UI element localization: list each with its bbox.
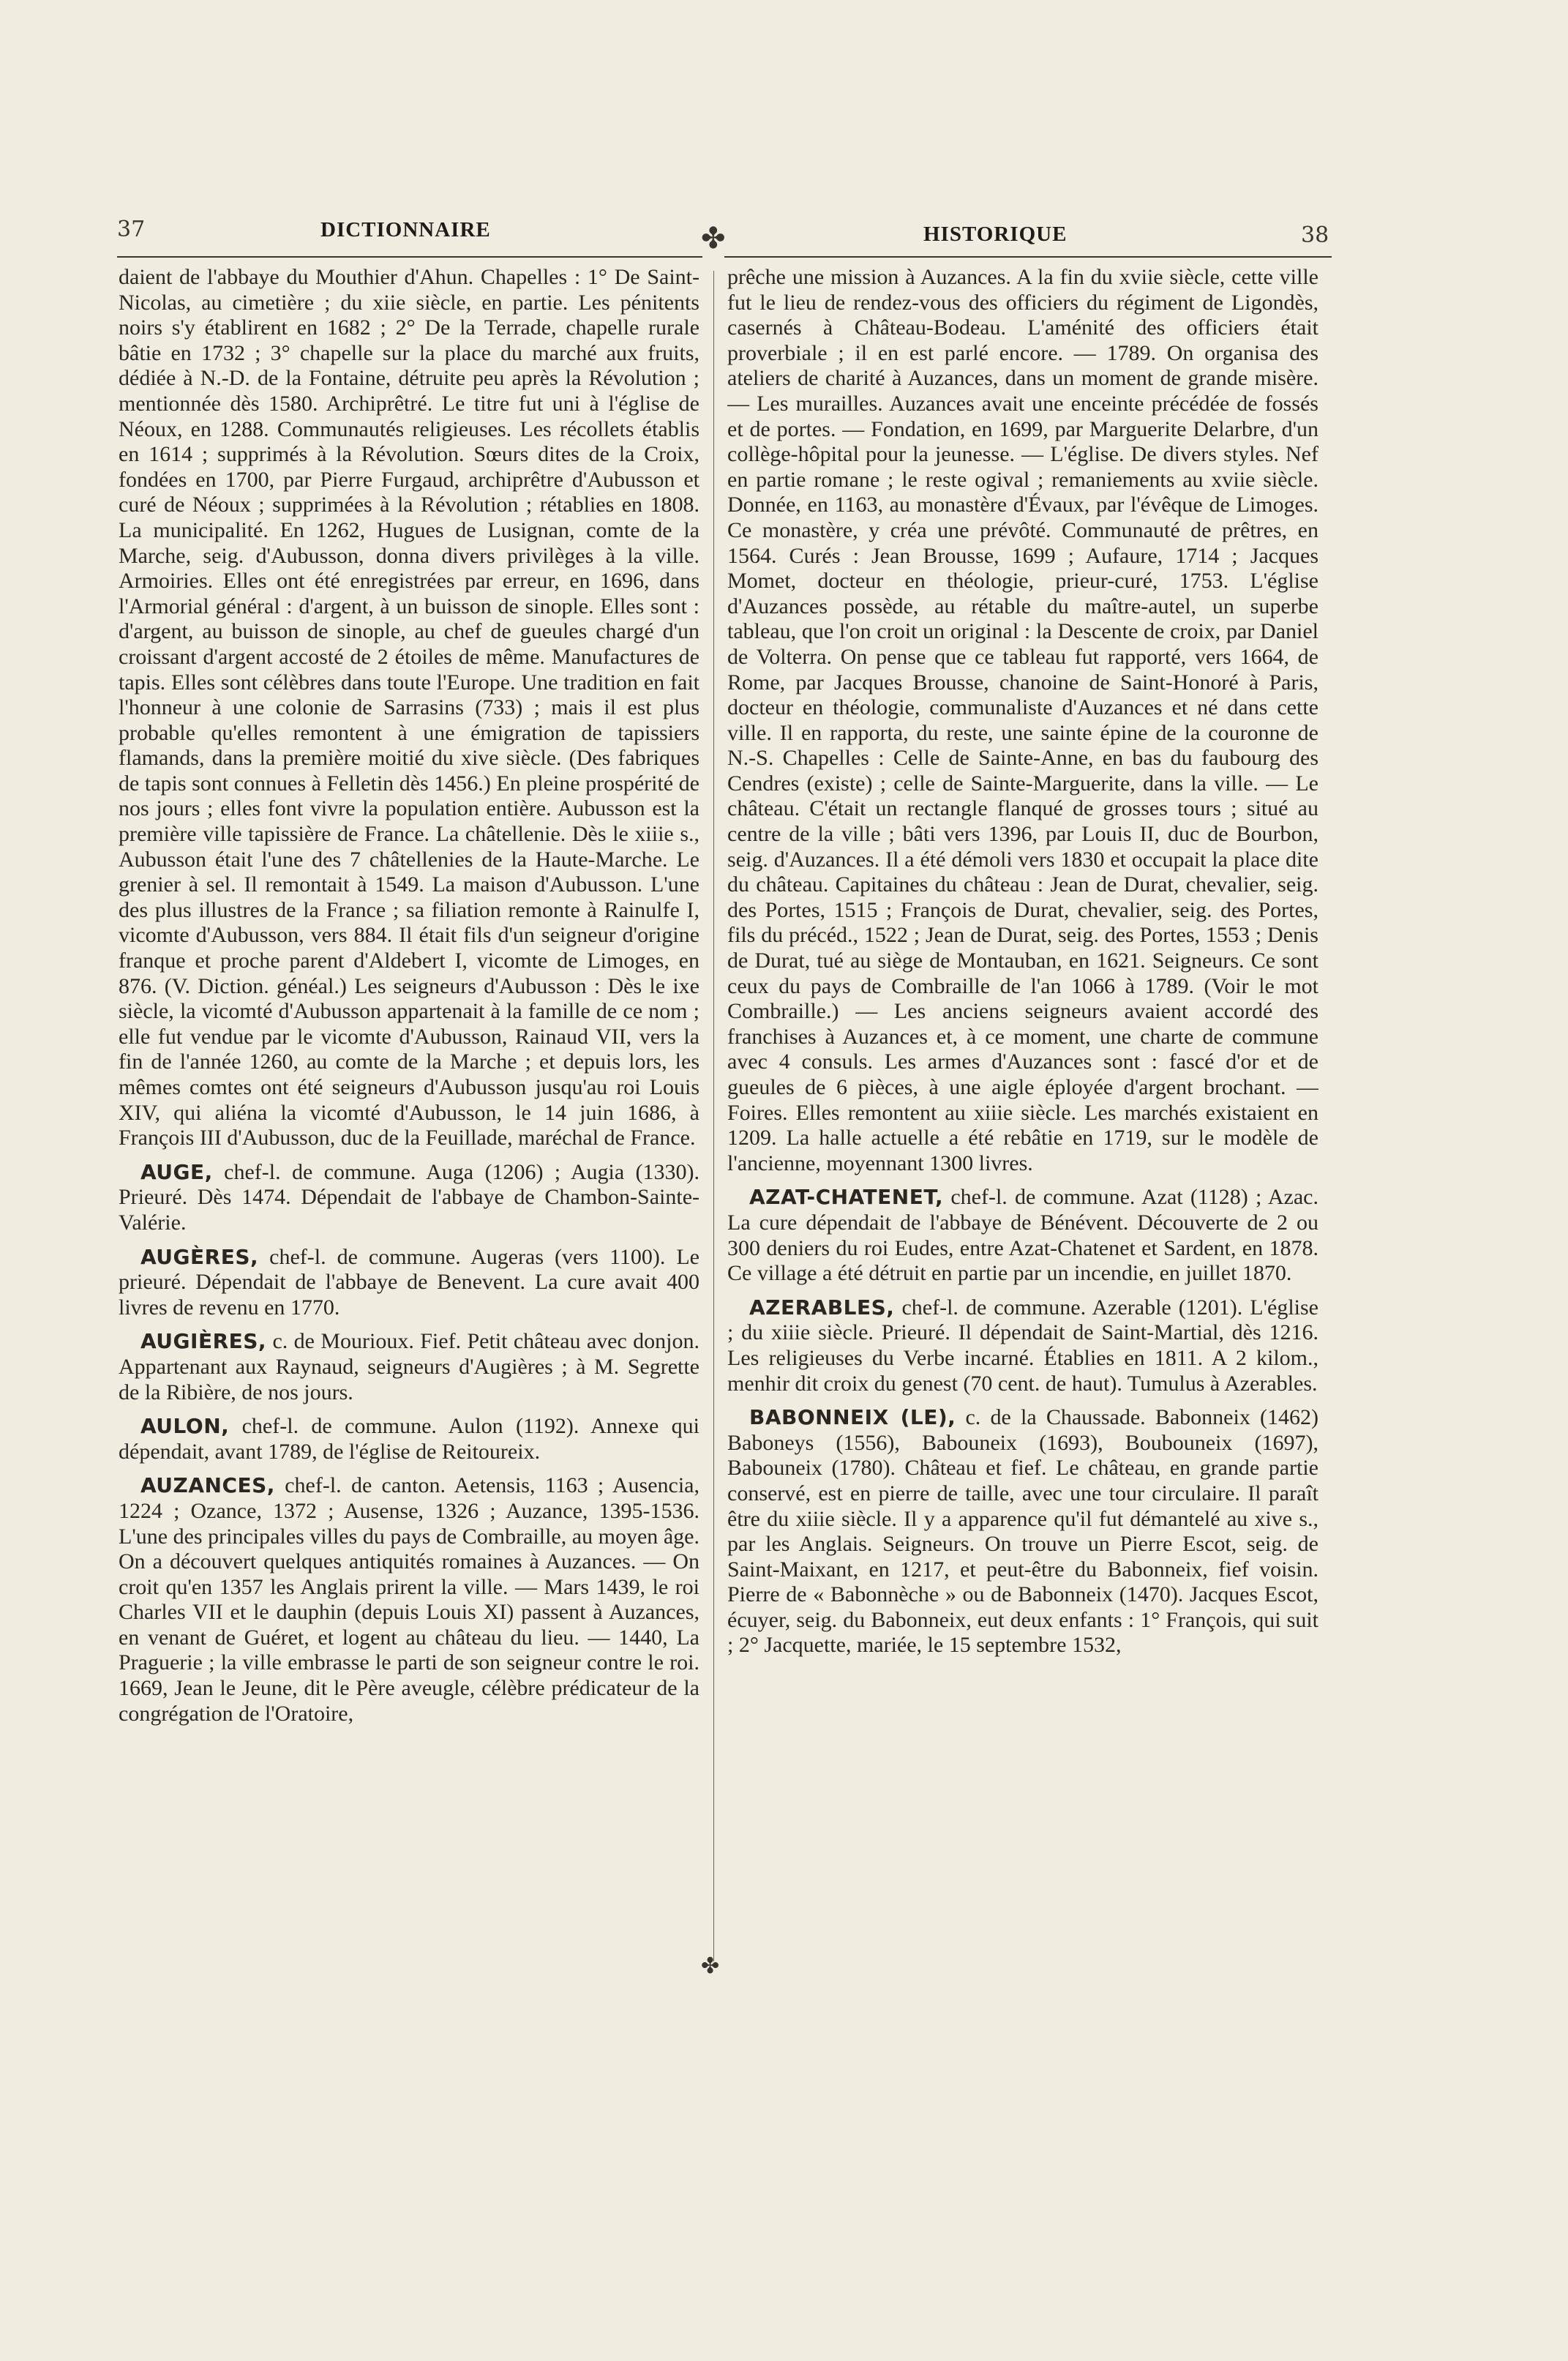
headword: AULON, <box>140 1414 230 1439</box>
column-divider <box>713 271 714 1961</box>
entry-text: chef-l. de commune. Augeras (vers 1100). Le prieuré. Dépendait de l'abbaye de Benevent. La cure avait 400 livres de revenu en 1770. <box>119 1244 699 1320</box>
headword: AUGE, <box>140 1159 213 1184</box>
auzances-continuation <box>727 265 1318 1176</box>
aubusson-continuation <box>119 265 699 1151</box>
right-page-number: 38 <box>1301 222 1329 248</box>
entry-text: chef-l. de commune. Auga (1206) ; Augia (1330). Prieuré. Dès 1474. Dépendait de l'abbaye de Chambon-Sainte-Valérie. <box>119 1159 699 1235</box>
right-running-title: HISTORIQUE <box>923 222 1068 246</box>
left-running-title: DICTIONNAIRE <box>320 218 491 242</box>
headword: AUGÈRES, <box>140 1244 259 1269</box>
entry-text: c. de Mourioux. Fief. Petit château avec donjon. Appartenant aux Raynaud, seigneurs d'Augières ; à M. Segrette de la Ribière, de nos jours. <box>119 1329 699 1404</box>
entry-text: chef-l. de commune. Azerable (1201). L'église ; du xiiie siècle. Prieuré. Il dépendait de Saint-Martial, dès 1216. Les religieuses du Verbe incarné. Établies en 1811. A 2 kilom., menhir dit croix du genest (70 cent. de haut). Tumulus à Azerables. <box>727 1295 1318 1396</box>
entry-text: prêche une mission à Auzances. A la fin du xviie siècle, cette ville fut le lieu de rendez-vous des officiers du régiment de Ligondès, casernés à Château-Bodeau. L'aménité des officiers était proverbiale ; il en est parlé encore. — 1789. On organisa des ateliers de charité à Auzances, dans un moment de grande misère. — Les murailles. Auzances avait une enceinte précédée de fossés et de portes. — Fondation, en 1699, par Marguerite Delarbre, d'un collège-hôpital pour la jeunesse. — L'église. De divers styles. Nef en partie romane ; le reste ogival ; remaniements au xviie siècle. Donnée, en 1163, au monastère d'Évaux, par l'évêque de Limoges. Ce monastère, y créa une prévôté. Communauté de prêtres, en 1564. Curés : Jean Brousse, 1699 ; Aufaure, 1714 ; Jacques Momet, docteur en théologie, prieur-curé, 1753. L'église d'Auzances possède, au rétable du maître-autel, un superbe tableau, que l'on croit un original : la Descente de croix, par Daniel de Volterra. On pense que ce tableau fut rapporté, vers 1664, de Rome, par Jacques Brousse, chanoine de Saint-Honoré à Paris, docteur en théologie, communaliste d'Auzances et né dans cette ville. Il en rapporta, du reste, une sainte épine de la couronne de N.-S. Chapelles : Celle de Sainte-Anne, en bas du faubourg des Cendres (existe) ; celle de Sainte-Marguerite, dans la ville. — Le château. C'était un rectangle flanqué de grosses tours ; situé au centre de la ville ; bâti vers 1396, par Louis II, duc de Bourbon, seig. d'Auzances. Il a été démoli vers 1830 et occupait la place dite du château. Capitaines du château : Jean de Durat, chevalier, seig. des Portes, 1515 ; François de Durat, chevalier, seig. des Portes, fils du précéd., 1522 ; Jean de Durat, seig. des Portes, 1553 ; Denis de Durat, tué au siège de Montauban, en 1621. Seigneurs. Ce sont ceux du pays de Combraille de l'an 1066 à 1789. (Voir le mot Combraille.) — Les anciens seigneurs avaient accordé des franchises à Auzances et, à ce moment, une charte de commune avec 4 consuls. Les armes d'Auzances sont : fascé d'or et de gueules de 6 pièces, à une aigle éployée d'argent brochant. — Foires. Elles remontent au xiiie siècle. Les marchés existaient en 1209. La halle actuelle a été rebâtie en 1719, sur le modèle de l'ancienne, moyennant 1300 livres. <box>727 265 1318 1175</box>
entry-text: chef-l. de commune. Aulon (1192). Annexe qui dépendait, avant 1789, de l'église de Reitoureix. <box>119 1414 699 1464</box>
entry-text: chef-l. de canton. Aetensis, 1163 ; Ausencia, 1224 ; Ozance, 1372 ; Ausense, 1326 ; Auzance, 1395-1536. L'une des principales villes du pays de Combraille, au moyen âge. On a découvert quelques antiquités romaines à Auzances. — On croit qu'en 1357 les Anglais prirent la ville. — Mars 1439, le roi Charles VII et le dauphin (depuis Louis XI) passent à Auzances, en venant de Guéret, et logent au château du lieu. — 1440, La Praguerie ; la ville embrasse le parti de son seigneur contre le roi. 1669, Jean le Jeune, dit le Père aveugle, célèbre prédicateur de la congrégation de l'Oratoire, <box>119 1473 699 1726</box>
header-fleuron-icon: ✤ <box>701 222 726 255</box>
headword: AUZANCES, <box>140 1473 275 1498</box>
header-rule-left <box>117 256 702 258</box>
right-column <box>727 265 1318 1978</box>
entry-auzances <box>119 1473 699 1726</box>
headword: BABONNEIX (LE), <box>749 1405 956 1430</box>
footer-fleuron-icon: ✤ <box>701 1953 720 1979</box>
entry-azat-chatenet <box>727 1185 1318 1286</box>
entry-text: c. de la Chaussade. Babonneix (1462) Baboneys (1556), Babouneix (1693), Boubouneix (1697), Babouneix (1780). Château et fief. Le château, en grande partie conservé, est en pierre de taille, avec une tour circulaire. Il paraît être du xiiie siècle. Il y a apparence qu'il fut démantelé au xive s., par les Anglais. Seigneurs. On trouve un Pierre Escot, seig. de Saint-Maixant, en 1217, et peut-être du Babonneix, fief voisin. Pierre de « Babonnèche » ou de Babonneix (1470). Jacques Escot, écuyer, seig. du Babonneix, eut deux enfants : 1° François, qui suit ; 2° Jacquette, mariée, le 15 septembre 1532, <box>727 1405 1318 1658</box>
header-rule-right <box>724 256 1332 258</box>
entry-text: daient de l'abbaye du Mouthier d'Ahun. Chapelles : 1° De Saint-Nicolas, au cimetière ; du xiie siècle, en partie. Les pénitents noirs s'y établirent en 1682 ; 2° De la Terrade, chapelle rurale bâtie en 1732 ; 3° chapelle sur la place du marché aux fruits, dédiée à N.-D. de la Fontaine, détruite peu après la Révolution ; mentionnée dès 1580. Archiprêtré. Le titre fut uni à l'église de Néoux, en 1288. Communautés religieuses. Les récollets établis en 1614 ; supprimés à la Révolution. Sœurs dites de la Croix, fondées en 1700, par Pierre Furgaud, archiprêtre d'Aubusson et curé de Néoux ; supprimées à la Révolution ; rétablies en 1808. La municipalité. En 1262, Hugues de Lusignan, comte de la Marche, seig. d'Aubusson, donna divers privilèges à la ville. Armoiries. Elles ont été enregistrées par erreur, en 1696, dans l'Armorial général : d'argent, à un buisson de sinople. Elles sont : d'argent, au buisson de sinople, au chef de gueules chargé d'un croissant d'argent accosté de 2 étoiles de même. Manufactures de tapis. Elles sont célèbres dans toute l'Europe. Une tradition en fait l'honneur à une colonie de Sarrasins (733) ; mais il est plus probable qu'elles remontent à une émigration de tapissiers flamands, dans la première moitié du xive siècle. (Des fabriques de tapis sont connues à Felletin dès 1456.) En pleine prospérité de nos jours ; elles font vivre la population entière. Aubusson est la première ville tapissière de France. La châtellenie. Dès le xiiie s., Aubusson était l'une des 7 châtellenies de la Haute-Marche. Le grenier à sel. Il remontait à 1549. La maison d'Aubusson. L'une des plus illustres de la France ; sa filiation remonte à Rainulfe I, vicomte d'Aubusson, vers 884. Il était fils d'un seigneur d'origine franque et proche parent d'Aldebert I, vicomte de Limoges, en 876. (V. Diction. généal.) Les seigneurs d'Aubusson : Dès le ixe siècle, la vicomté d'Aubusson appartenait à la famille de ce nom ; elle fut vendue par le vicomte d'Aubusson, Rainaud VII, vers la fin de l'année 1260, au comte de la Marche ; et depuis lors, les mêmes comtes ont été seigneurs d'Aubusson jusqu'au roi Louis XIV, qui aliéna la vicomté d'Aubusson, le 14 juin 1686, à François III d'Aubusson, duc de la Feuillade, maréchal de France. <box>119 265 699 1150</box>
entry-augieres <box>119 1329 699 1405</box>
entry-azerables <box>727 1295 1318 1396</box>
entry-augeres <box>119 1245 699 1321</box>
entry-babonneix <box>727 1405 1318 1658</box>
headword: AUGIÈRES, <box>140 1329 267 1354</box>
entry-text: chef-l. de commune. Azat (1128) ; Azac. La cure dépendait de l'abbaye de Bénévent. Découverte de 2 ou 300 deniers du roi Eudes, entre Azat-Chatenet et Sardent, en 1878. Ce village a été détruit en partie par un incendie, en juillet 1870. <box>727 1185 1318 1286</box>
headword: AZAT-CHATENET, <box>749 1185 944 1210</box>
headword: AZERABLES, <box>749 1295 895 1320</box>
entry-aulon <box>119 1414 699 1464</box>
left-page-number: 37 <box>117 217 146 242</box>
left-column <box>119 265 699 1978</box>
entry-auge <box>119 1160 699 1236</box>
